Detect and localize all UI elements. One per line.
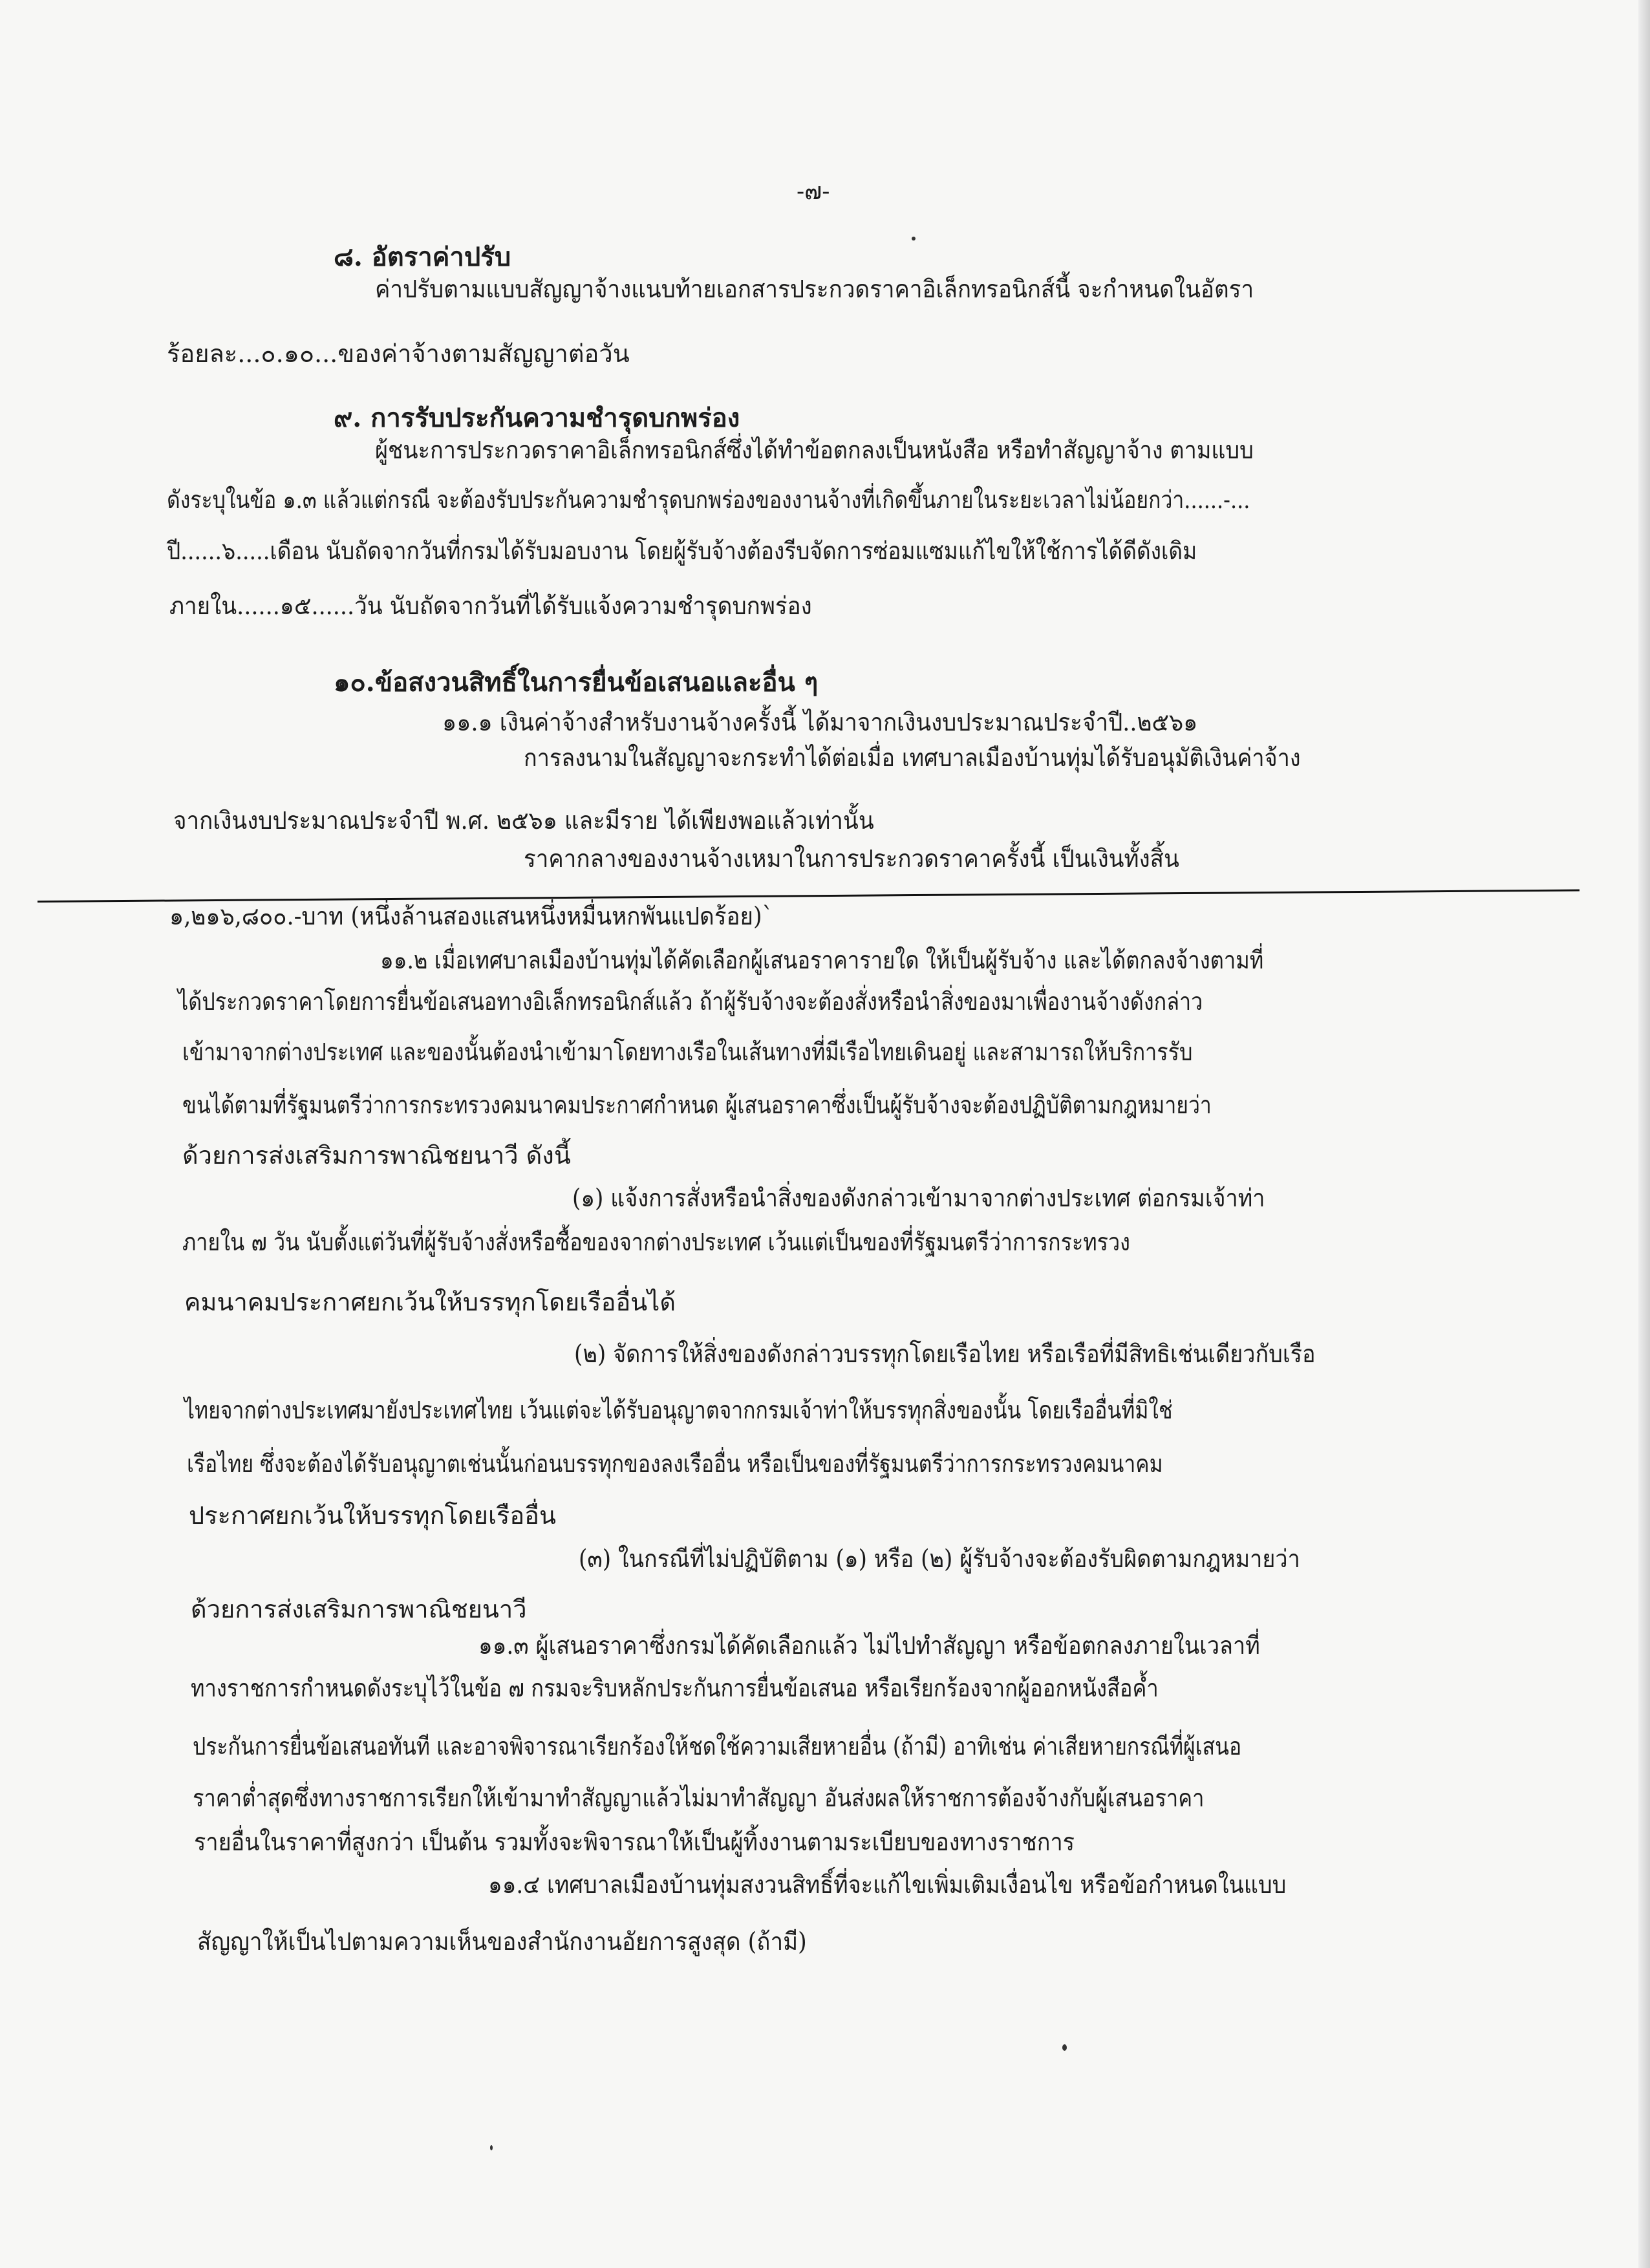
section-9-line-2: ดังระบุในข้อ ๑.๓ แล้วแต่กรณี จะต้องรับประกันความชำรุดบกพร่องของงานจ้างที่เกิดขึ้นภายในระยะเวลาไม่น้อยกว่า......-... — [167, 486, 1250, 514]
clause-11-2-item-2-line-1: (๒) จัดการให้สิ่งของดังกล่าวบรรทุกโดยเรือไทย หรือเรือที่มีสิทธิเช่นเดียวกับเรือ — [574, 1340, 1316, 1368]
clause-11-3-line-3: ประกันการยื่นข้อเสนอทันที และอาจพิจารณาเรียกร้องให้ชดใช้ความเสียหายอื่น (ถ้ามี) อาทิเช่น ค่าเสียหายกรณีที่ผู้เสนอ — [193, 1732, 1242, 1760]
clause-11-1-line-1: ๑๑.๑ เงินค่าจ้างสำหรับงานจ้างครั้งนี้ ได้มาจากเงินงบประมาณประจำปี..๒๕๖๑ — [442, 708, 1198, 736]
scanned-page-edge — [1638, 0, 1650, 2268]
clause-11-2-line-3: เข้ามาจากต่างประเทศ และของนั้นต้องนำเข้ามาโดยทางเรือในเส้นทางที่มีเรือไทยเดินอยู่ และสามารถให้บริการรับ — [182, 1038, 1193, 1066]
scan-speck — [912, 237, 916, 241]
section-9-heading: ๙. การรับประกันความชำรุดบกพร่อง — [334, 403, 740, 433]
clause-11-2-line-2: ได้ประกวดราคาโดยการยื่นข้อเสนอทางอิเล็กทรอนิกส์แล้ว ถ้าผู้รับจ้างจะต้องสั่งหรือนำสิ่งของมาเพื่องานจ้างดังกล่าว — [178, 987, 1203, 1016]
clause-11-2-line-4: ขนได้ตามที่รัฐมนตรีว่าการกระทรวงคมนาคมประกาศกำหนด ผู้เสนอราคาซึ่งเป็นผู้รับจ้างจะต้องปฏิบัติตามกฎหมายว่า — [182, 1091, 1212, 1119]
section-9-line-3: ปี......๖.....เดือน นับถัดจากวันที่กรมได้รับมอบงาน โดยผู้รับจ้างต้องรีบจัดการซ่อมแซมแก้ไขให้ใช้การได้ดีดังเดิม — [167, 537, 1197, 565]
clause-11-3-line-2: ทางราชการกำหนดดังระบุไว้ในข้อ ๗ กรมจะริบหลักประกันการยื่นข้อเสนอ หรือเรียกร้องจากผู้ออกหนังสือค้ำ — [191, 1674, 1159, 1702]
horizontal-rule — [38, 890, 1580, 903]
section-9-line-4: ภายใน......๑๕......วัน นับถัดจากวันที่ได้รับแจ้งความชำรุดบกพร่อง — [169, 592, 812, 620]
clause-11-3-line-5: รายอื่นในราคาที่สูงกว่า เป็นต้น รวมทั้งจะพิจารณาให้เป็นผู้ทิ้งงานตามระเบียบของทางราชการ — [194, 1828, 1075, 1856]
clause-11-2-item-2-line-3: เรือไทย ซึ่งจะต้องได้รับอนุญาตเช่นนั้นก่อนบรรทุกของลงเรืออื่น หรือเป็นของที่รัฐมนตรีว่าการกระทรวงคมนาคม — [187, 1450, 1163, 1478]
clause-11-2-item-1-line-3: คมนาคมประกาศยกเว้นให้บรรทุกโดยเรืออื่นได้ — [184, 1288, 676, 1316]
clause-11-1-line-2: การลงนามในสัญญาจะกระทำได้ต่อเมื่อ เทศบาลเมืองบ้านทุ่มได้รับอนุมัติเงินค่าจ้าง — [524, 744, 1301, 772]
scan-speck — [490, 2145, 493, 2150]
clause-11-3-line-4: ราคาต่ำสุดซึ่งทางราชการเรียกให้เข้ามาทำสัญญาแล้วไม่มาทำสัญญา อันส่งผลให้ราชการต้องจ้างกับผู้เสนอราคา — [193, 1784, 1205, 1812]
clause-11-1-line-3: จากเงินงบประมาณประจำปี พ.ศ. ๒๕๖๑ และมีราย ได้เพียงพอแล้วเท่านั้น — [173, 806, 874, 835]
clause-11-3-line-1: ๑๑.๓ ผู้เสนอราคาซึ่งกรมได้คัดเลือกแล้ว ไม่ไปทำสัญญา หรือข้อตกลงภายในเวลาที่ — [478, 1631, 1260, 1660]
section-8-line-1: ค่าปรับตามแบบสัญญาจ้างแนบท้ายเอกสารประกวดราคาอิเล็กทรอนิกส์นี้ จะกำหนดในอัตรา — [375, 275, 1254, 303]
clause-11-2-item-1-line-1: (๑) แจ้งการสั่งหรือนำสิ่งของดังกล่าวเข้ามาจากต่างประเทศ ต่อกรมเจ้าท่า — [572, 1184, 1265, 1212]
clause-11-4-line-2: สัญญาให้เป็นไปตามความเห็นของสำนักงานอัยการสูงสุด (ถ้ามี) — [197, 1927, 807, 1956]
section-10-heading: ๑๐.ข้อสงวนสิทธิ์ในการยื่นข้อเสนอและอื่น ๆ — [334, 667, 819, 698]
page-number: -๗- — [797, 178, 830, 205]
clause-11-2-item-3-line-1: (๓) ในกรณีที่ไม่ปฏิบัติตาม (๑) หรือ (๒) ผู้รับจ้างจะต้องรับผิดตามกฎหมายว่า — [579, 1545, 1300, 1573]
section-9-line-1: ผู้ชนะการประกวดราคาอิเล็กทรอนิกส์ซึ่งได้ทำข้อตกลงเป็นหนังสือ หรือทำสัญญาจ้าง ตามแบบ — [375, 436, 1254, 464]
clause-11-1-line-4: ราคากลางของงานจ้างเหมาในการประกวดราคาครั้งนี้ เป็นเงินทั้งสิ้น — [524, 844, 1179, 873]
clause-11-2-line-1: ๑๑.๒ เมื่อเทศบาลเมืองบ้านทุ่มได้คัดเลือกผู้เสนอราคารายใด ให้เป็นผู้รับจ้าง และได้ตกลงจ้างตามที่ — [380, 946, 1264, 974]
section-8-heading: ๘. อัตราค่าปรับ — [334, 242, 511, 272]
clause-11-2-item-2-line-2: ไทยจากต่างประเทศมายังประเทศไทย เว้นแต่จะได้รับอนุญาตจากกรมเจ้าท่าให้บรรทุกสิ่งของนั้น โดยเรืออื่นที่มิใช่ — [184, 1396, 1173, 1424]
clause-11-4-line-1: ๑๑.๔ เทศบาลเมืองบ้านทุ่มสงวนสิทธิ์ที่จะแก้ไขเพิ่มเติมเงื่อนไข หรือข้อกำหนดในแบบ — [488, 1870, 1287, 1899]
section-8-line-2: ร้อยละ...๐.๑๐...ของค่าจ้างตามสัญญาต่อวัน — [167, 339, 630, 368]
clause-11-2-item-1-line-2: ภายใน ๗ วัน นับตั้งแต่วันที่ผู้รับจ้างสั่งหรือซื้อของจากต่างประเทศ เว้นแต่เป็นของที่รัฐมนตรีว่าการกระทรวง — [182, 1228, 1130, 1256]
clause-11-2-item-3-line-2: ด้วยการส่งเสริมการพาณิชยนาวี — [191, 1595, 527, 1623]
clause-11-1-amount: ๑,๒๑๖,๘๐๐.-บาท (หนึ่งล้านสองแสนหนึ่งหมื่นหกพันแปดร้อย)` — [169, 902, 774, 930]
scan-speck — [1062, 2044, 1067, 2051]
clause-11-2-item-2-line-4: ประกาศยกเว้นให้บรรทุกโดยเรืออื่น — [189, 1501, 556, 1530]
clause-11-2-line-5: ด้วยการส่งเสริมการพาณิชยนาวี ดังนี้ — [182, 1141, 571, 1170]
